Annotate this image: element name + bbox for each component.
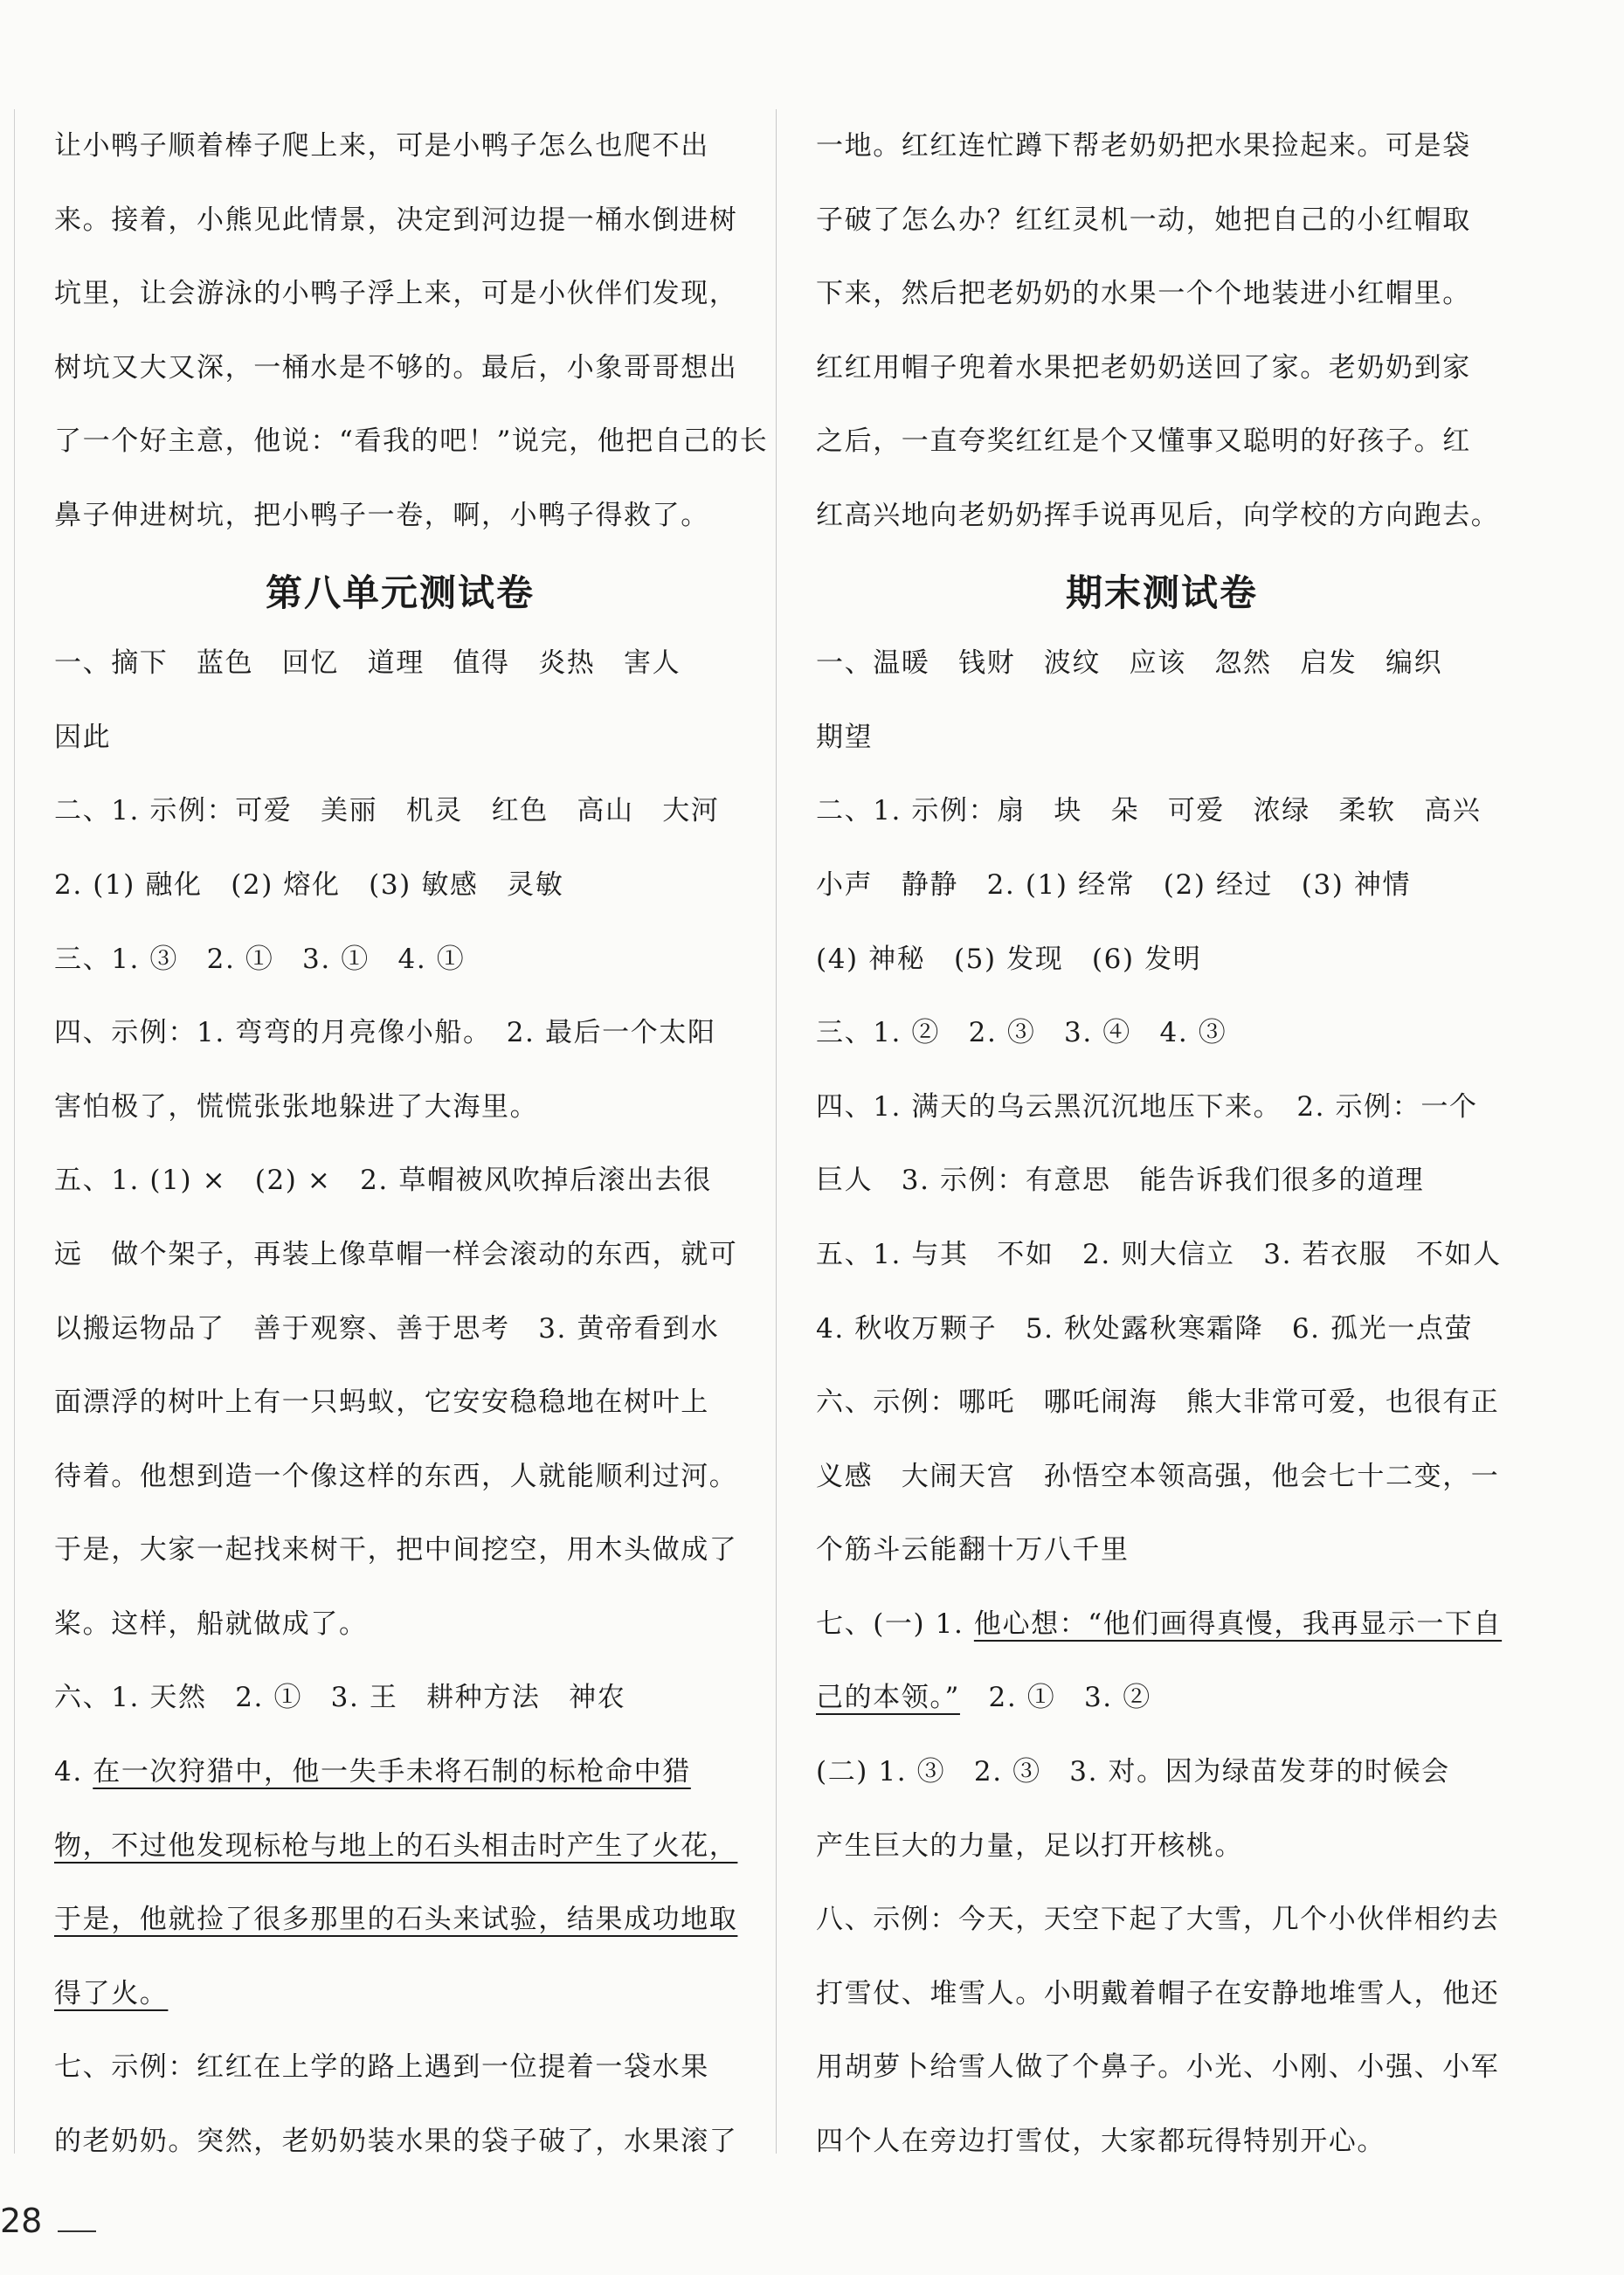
text-line: 产生巨大的力量，足以打开核桃。 [816, 1829, 1243, 1862]
text-line: 了一个好主意，他说：“看我的吧！”说完，他把自己的长 [54, 425, 769, 458]
text-line: 四、1. 满天的乌云黑沉沉地压下来。 2. 示例：一个 [816, 1090, 1478, 1123]
text-line: 个筋斗云能翻十万八千里 [816, 1534, 1130, 1566]
text-line: 远 做个架子，再装上像草帽一样会滚动的东西，就可 [54, 1238, 738, 1270]
text-line: 三、1. ② 2. ③ 3. ④ 4. ③ [816, 1017, 1227, 1049]
column-divider [776, 109, 777, 2154]
section-title-final: 期末测试卷 [1065, 570, 1258, 614]
underlined-text: 己的本领。” [816, 1682, 960, 1714]
text-line: (4) 神秘 (5) 发现 (6) 发明 [816, 943, 1202, 975]
left-margin-rule [14, 109, 15, 2154]
left-answers [54, 626, 746, 2178]
text-line: 鼻子伸进树坑，把小鸭子一卷，啊，小鸭子得救了。 [54, 499, 709, 531]
text-line: 害怕极了，慌慌张张地躲进了大海里。 [54, 1090, 539, 1123]
underlined-answer-line [54, 1809, 746, 1884]
q7-answers: 2. ① 3. ② [959, 1682, 1151, 1714]
text-line: 桨。这样，船就做成了。 [54, 1608, 368, 1640]
text-line: 六、1. 天然 2. ① 3. 王 耕种方法 神农 [54, 1682, 626, 1714]
underlined-text: 在一次狩猎中，他一失手未将石制的标枪命中猎 [93, 1756, 691, 1788]
underlined-answer-line [54, 1735, 746, 1809]
text-line: 之后，一直夸奖红红是个又懂事又聪明的好孩子。红 [816, 425, 1471, 458]
footer-dash [58, 2230, 96, 2232]
text-line: 八、示例：今天，天空下起了大雪，几个小伙伴相约去 [816, 1904, 1500, 1936]
text-line: 用胡萝卜给雪人做了个鼻子。小光、小刚、小强、小军 [816, 2051, 1500, 2084]
q7-line [816, 1661, 1508, 1735]
text-line: 树坑又大又深，一桶水是不够的。最后，小象哥哥想出 [54, 351, 738, 384]
q7-line [816, 1587, 1508, 1662]
underlined-text: 得了火。 [54, 1977, 169, 2009]
text-line: 2. (1) 融化 (2) 熔化 (3) 敏感 灵敏 [54, 868, 564, 901]
text-line: 以搬运物品了 善于观察、善于思考 3. 黄帝看到水 [54, 1312, 720, 1345]
text-line: 让小鸭子顺着棒子爬上来，可是小鸭子怎么也爬不出 [54, 130, 709, 162]
right-answers [816, 626, 1508, 2178]
underlined-answer-line [54, 1883, 746, 1957]
answer-number: 4. [54, 1756, 93, 1788]
text-line: 的老奶奶。突然，老奶奶装水果的袋子破了，水果滚了 [54, 2126, 738, 2158]
left-column [54, 109, 769, 2179]
text-line: 义感 大闹天宫 孙悟空本领高强，他会七十二变，一 [816, 1460, 1500, 1492]
right-column [816, 109, 1508, 2179]
text-line: 五、1. (1) × (2) × 2. 草帽被风吹掉后滚出去很 [54, 1165, 712, 1197]
text-line: 打雪仗、堆雪人。小明戴着帽子在安静地堆雪人，他还 [816, 1977, 1500, 2009]
text-line: (二) 1. ③ 2. ③ 3. 对。因为绿苗发芽的时候会 [816, 1756, 1450, 1788]
text-line: 坑里，让会游泳的小鸭子浮上来，可是小伙伴们发现， [54, 278, 738, 310]
text-line: 面漂浮的树叶上有一只蚂蚁，它安安稳稳地在树叶上 [54, 1386, 709, 1419]
section-title-unit8: 第八单元测试卷 [265, 570, 535, 614]
text-line: 红红用帽子兜着水果把老奶奶送回了家。老奶奶到家 [816, 351, 1471, 384]
text-line: 四个人在旁边打雪仗，大家都玩得特别开心。 [816, 2126, 1386, 2158]
underlined-text: 物，不过他发现标枪与地上的石头相击时产生了火花， [54, 1829, 738, 1862]
text-line: 4. 秋收万颗子 5. 秋处露秋寒霜降 6. 孤光一点萤 [816, 1312, 1474, 1345]
underlined-text: 他心想：“他们画得真慢，我再显示一下自 [973, 1608, 1503, 1640]
text-line: 期望 [816, 721, 874, 753]
text-line: 一、摘下 蓝色 回忆 道理 值得 炎热 害人 [54, 647, 681, 680]
page-number: 28 [0, 2202, 43, 2240]
text-line: 四、示例：1. 弯弯的月亮像小船。 2. 最后一个太阳 [54, 1017, 716, 1049]
text-line: 六、示例：哪吒 哪吒闹海 熊大非常可爱，也很有正 [816, 1386, 1500, 1419]
text-line: 二、1. 示例：可爱 美丽 机灵 红色 高山 大河 [54, 795, 720, 827]
text-line: 待着。他想到造一个像这样的东西，人就能顺利过河。 [54, 1460, 738, 1492]
text-line: 五、1. 与其 不如 2. 则大信立 3. 若衣服 不如人 [816, 1238, 1502, 1270]
underlined-answer-line [54, 1957, 746, 2031]
text-line: 三、1. ③ 2. ① 3. ① 4. ① [54, 943, 466, 975]
text-line: 下来，然后把老奶奶的水果一个个地装进小红帽里。 [816, 278, 1471, 310]
text-line: 小声 静静 2. (1) 经常 (2) 经过 (3) 神情 [816, 868, 1412, 901]
text-line: 巨人 3. 示例：有意思 能告诉我们很多的道理 [816, 1165, 1425, 1197]
left-top-text [54, 109, 769, 553]
underlined-text: 于是，他就捡了很多那里的石头来试验，结果成功地取 [54, 1904, 738, 1936]
right-top-text [816, 109, 1508, 553]
text-line: 一、温暖 钱财 波纹 应该 忽然 启发 编织 [816, 647, 1443, 680]
text-line: 因此 [54, 721, 112, 753]
text-line: 子破了怎么办？红红灵机一动，她把自己的小红帽取 [816, 204, 1471, 236]
text-line: 二、1. 示例：扇 块 朵 可爱 浓绿 柔软 高兴 [816, 795, 1482, 827]
text-line: 来。接着，小熊见此情景，决定到河边提一桶水倒进树 [54, 204, 738, 236]
text-line: 红高兴地向老奶奶挥手说再见后，向学校的方向跑去。 [816, 499, 1500, 531]
q7-number: 七、(一) 1. [816, 1608, 974, 1640]
text-line: 于是，大家一起找来树干，把中间挖空，用木头做成了 [54, 1534, 738, 1566]
text-line: 一地。红红连忙蹲下帮老奶奶把水果捡起来。可是袋 [816, 130, 1471, 162]
text-line: 七、示例：红红在上学的路上遇到一位提着一袋水果 [54, 2051, 709, 2084]
